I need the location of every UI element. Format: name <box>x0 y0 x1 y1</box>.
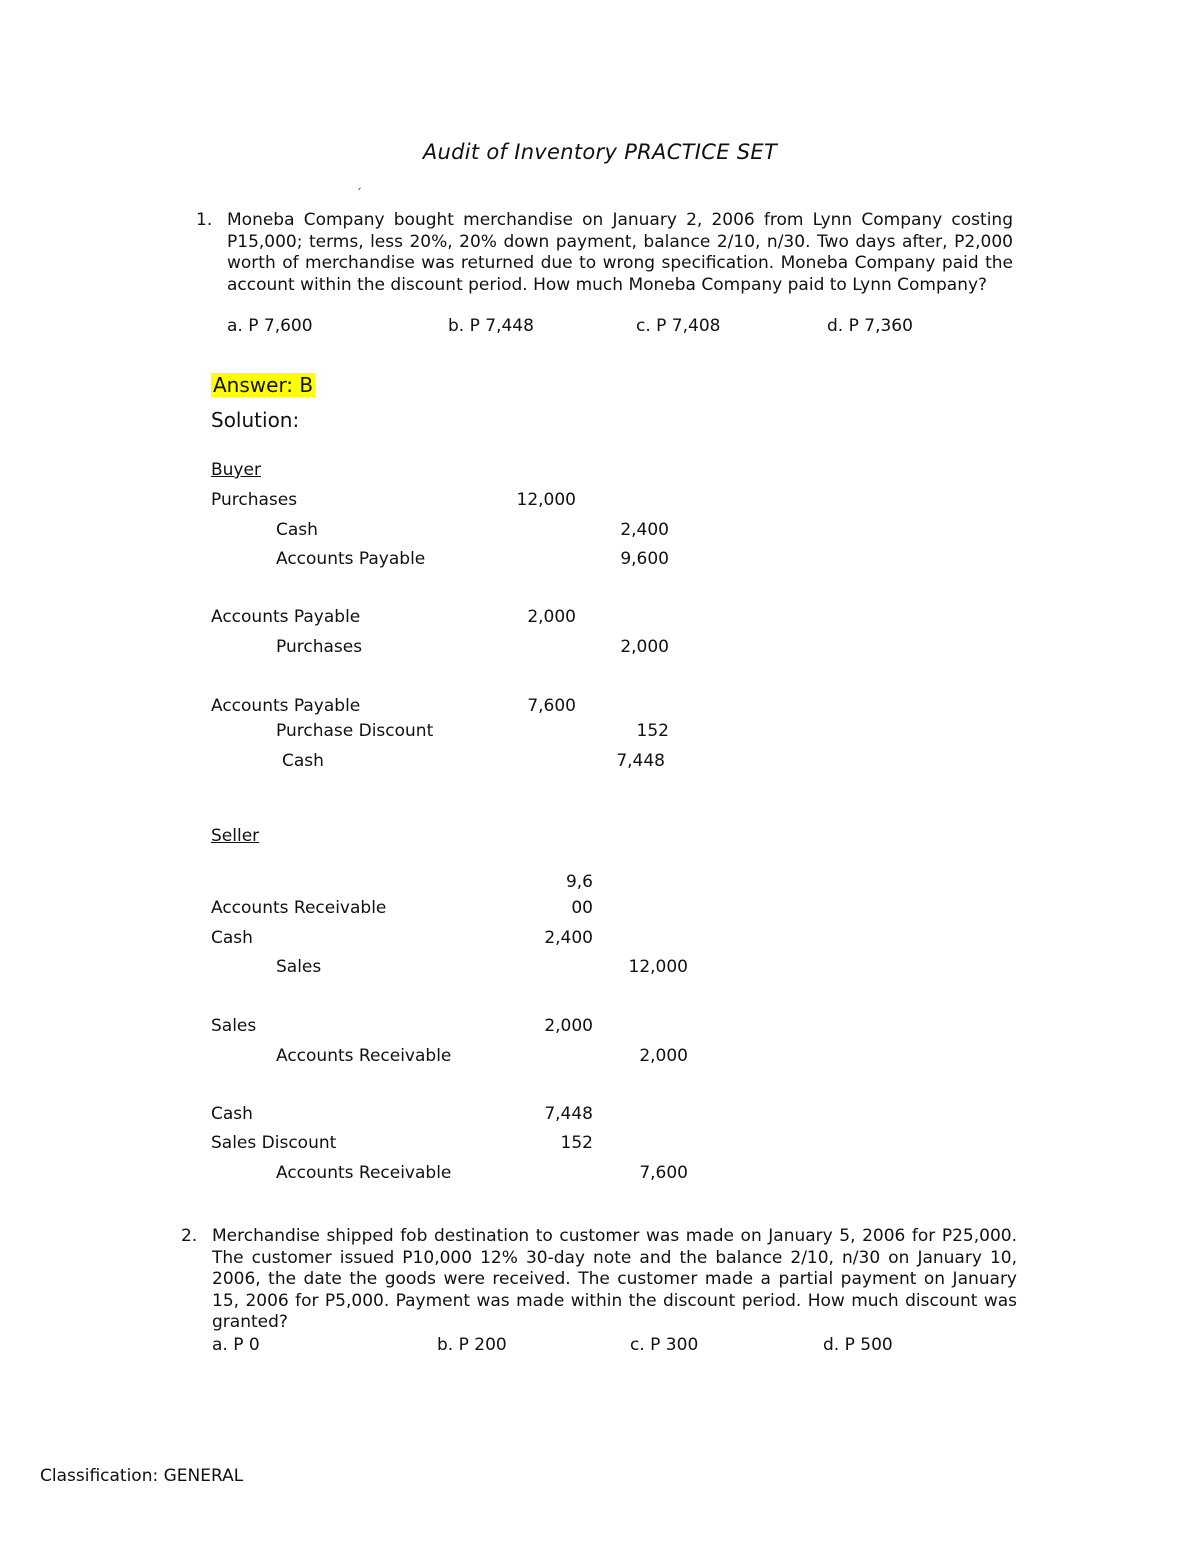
answer-highlight: Answer: B <box>213 373 314 397</box>
solution-label: Solution: <box>211 408 300 432</box>
seller-entry2-debit-amount: 2,000 <box>544 1016 593 1036</box>
page-title: Audit of Inventory PRACTICE SET <box>422 140 778 164</box>
buyer-entry3-credit1-account: Purchase Discount <box>276 721 434 741</box>
seller-entry3-credit-account: Accounts Receivable <box>276 1163 452 1183</box>
seller-entry2-debit-account: Sales <box>211 1016 257 1036</box>
question-2-text: Merchandise shipped fob destination to customer was made on January 5, 2006 for P25,000. The customer issued P10,000 12% 30-day note and the balance 2/10, n/30 on January 10, 2006, the date the goods were received. The customer made a partial payment on January 15, 2006 for P5,000. Payment was made within the discount period. How much discount was granted? <box>212 1226 1017 1332</box>
seller-entry3-debit2-amount: 152 <box>560 1133 593 1153</box>
buyer-heading: Buyer <box>211 460 261 480</box>
seller-entry1-debit1-account: Accounts Receivable <box>211 898 387 918</box>
buyer-entry3-credit2-account: Cash <box>282 751 324 771</box>
buyer-entry2-debit-amount: 2,000 <box>527 607 576 627</box>
stray-mark: ˏ <box>356 176 362 190</box>
buyer-entry2-debit-account: Accounts Payable <box>211 607 361 627</box>
buyer-entry1-credit2-account: Accounts Payable <box>276 549 426 569</box>
question-1-option-c: c. P 7,408 <box>636 316 721 336</box>
classification-footer: Classification: GENERAL <box>40 1466 244 1486</box>
question-1-option-a: a. P 7,600 <box>227 316 313 336</box>
question-1-number: 1. <box>196 210 213 230</box>
seller-entry1-credit-amount: 12,000 <box>628 957 688 977</box>
buyer-entry1-debit-account: Purchases <box>211 490 298 510</box>
question-2-option-d: d. P 500 <box>823 1335 893 1355</box>
seller-entry1-debit1-amount-line1: 9,6 <box>565 872 593 892</box>
question-1-text: Moneba Company bought merchandise on January 2, 2006 from Lynn Company costing P15,000; terms, less 20%, 20% down payment, balance 2/10, n/30. Two days after, P2,000 worth of merchandise was returned due to wrong specification. Moneba Company paid the account within the discount period. How much Moneba Company paid to Lynn Company? <box>227 210 1013 295</box>
seller-entry1-debit2-amount: 2,400 <box>544 928 593 948</box>
question-1-option-b: b. P 7,448 <box>448 316 534 336</box>
seller-entry2-credit-account: Accounts Receivable <box>276 1046 452 1066</box>
buyer-entry3-credit2-amount: 7,448 <box>616 751 665 771</box>
seller-entry1-credit-account: Sales <box>276 957 322 977</box>
buyer-entry2-credit-amount: 2,000 <box>620 637 669 657</box>
seller-entry3-debit1-amount: 7,448 <box>544 1104 593 1124</box>
seller-entry3-debit1-account: Cash <box>211 1104 253 1124</box>
seller-heading: Seller <box>211 826 260 846</box>
buyer-entry1-debit-amount: 12,000 <box>516 490 576 510</box>
seller-entry2-credit-amount: 2,000 <box>639 1046 688 1066</box>
question-1-option-d: d. P 7,360 <box>827 316 913 336</box>
seller-entry3-debit2-account: Sales Discount <box>211 1133 337 1153</box>
seller-entry3-credit-amount: 7,600 <box>639 1163 688 1183</box>
buyer-entry1-credit1-amount: 2,400 <box>620 520 669 540</box>
buyer-entry3-credit1-amount: 152 <box>636 721 669 741</box>
question-2-number: 2. <box>181 1226 198 1246</box>
seller-entry1-debit2-account: Cash <box>211 928 253 948</box>
buyer-entry1-credit2-amount: 9,600 <box>620 549 669 569</box>
seller-entry1-debit1-amount-line2: 00 <box>571 898 593 918</box>
buyer-entry3-debit-amount: 7,600 <box>527 696 576 716</box>
buyer-entry3-debit-account: Accounts Payable <box>211 696 361 716</box>
question-2-option-b: b. P 200 <box>437 1335 507 1355</box>
buyer-entry1-credit1-account: Cash <box>276 520 318 540</box>
question-2-option-c: c. P 300 <box>630 1335 699 1355</box>
question-2-option-a: a. P 0 <box>212 1335 260 1355</box>
buyer-entry2-credit-account: Purchases <box>276 637 363 657</box>
